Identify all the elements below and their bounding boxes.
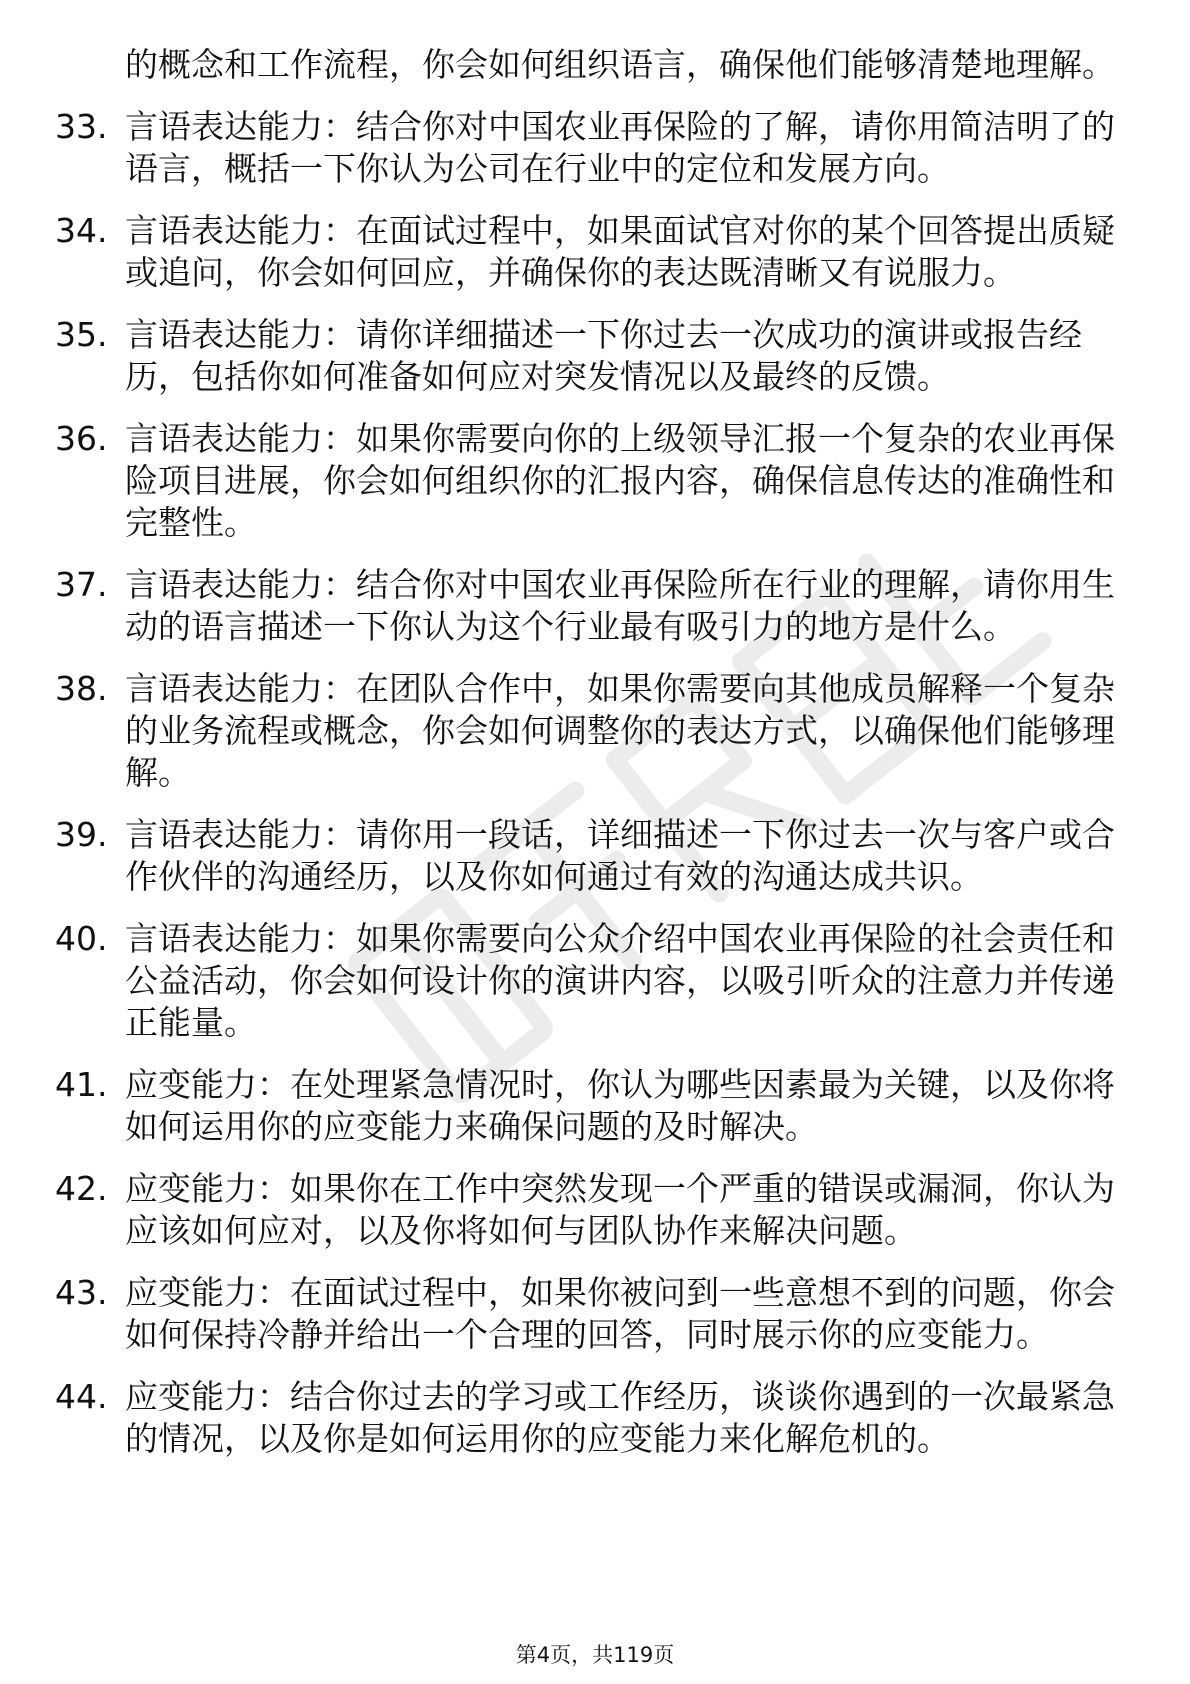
item-text: 言语表达能力：在面试过程中，如果面试官对你的某个回答提出质疑或追问，你会如何回应，并确保你的表达既清晰又有说服力。 [125,211,1115,292]
list-item [55,564,1125,648]
item-text: 言语表达能力：结合你对中国农业再保险的了解，请你用简洁明了的语言，概括一下你认为公司在行业中的定位和发展方向。 [125,107,1115,188]
item-number: 41. [55,1065,108,1104]
item-text: 应变能力：在处理紧急情况时，你认为哪些因素最为关键，以及你将如何运用你的应变能力来确保问题的及时解决。 [125,1065,1115,1146]
list-item [55,314,1125,398]
item-number: 36. [55,419,108,458]
list-item [55,1376,1125,1460]
item-text: 言语表达能力：在团队合作中，如果你需要向其他成员解释一个复杂的业务流程或概念，你会如何调整你的表达方式，以确保他们能够理解。 [125,669,1115,792]
list-item [55,1064,1125,1148]
item-number: 39. [55,815,108,854]
list-item [55,210,1125,294]
item-text: 应变能力：如果你在工作中突然发现一个严重的错误或漏洞，你认为应该如何应对，以及你将如何与团队协作来解决问题。 [125,1169,1115,1250]
item-text: 言语表达能力：请你用一段话，详细描述一下你过去一次与客户或合作伙伴的沟通经历，以及你如何通过有效的沟通达成共识。 [125,815,1115,896]
item-text: 言语表达能力：如果你需要向你的上级领导汇报一个复杂的农业再保险项目进展，你会如何组织你的汇报内容，确保信息传达的准确性和完整性。 [125,419,1115,542]
list-item [55,668,1125,794]
list-item [55,106,1125,190]
list-item [55,418,1125,544]
item-number: 40. [55,919,108,958]
item-number: 33. [55,107,108,146]
document-content [55,44,1125,1480]
item-number: 38. [55,669,108,708]
item-number: 35. [55,315,108,354]
item-number: 42. [55,1169,108,1208]
page-footer: 第4页，共119页 [515,1643,675,1667]
item-text: 言语表达能力：如果你需要向公众介绍中国农业再保险的社会责任和公益活动，你会如何设计你的演讲内容，以吸引听众的注意力并传递正能量。 [125,919,1115,1042]
item-number: 44. [55,1377,108,1416]
item-number: 43. [55,1273,108,1312]
list-item [55,814,1125,898]
item-text: 言语表达能力：结合你对中国农业再保险所在行业的理解，请你用生动的语言描述一下你认为这个行业最有吸引力的地方是什么。 [125,565,1115,646]
continuation-paragraph: 的概念和工作流程，你会如何组织语言，确保他们能够清楚地理解。 [125,45,1115,84]
item-text: 言语表达能力：请你详细描述一下你过去一次成功的演讲或报告经历，包括你如何准备如何应对突发情况以及最终的反馈。 [125,315,1082,396]
item-text: 应变能力：在面试过程中，如果你被问到一些意想不到的问题，你会如何保持冷静并给出一个合理的回答，同时展示你的应变能力。 [125,1273,1115,1354]
list-item [55,918,1125,1044]
item-number: 37. [55,565,108,604]
item-text: 应变能力：结合你过去的学习或工作经历，谈谈你遇到的一次最紧急的情况，以及你是如何运用你的应变能力来化解危机的。 [125,1377,1115,1458]
item-number: 34. [55,211,108,250]
list-item [55,1168,1125,1252]
list-item [55,1272,1125,1356]
